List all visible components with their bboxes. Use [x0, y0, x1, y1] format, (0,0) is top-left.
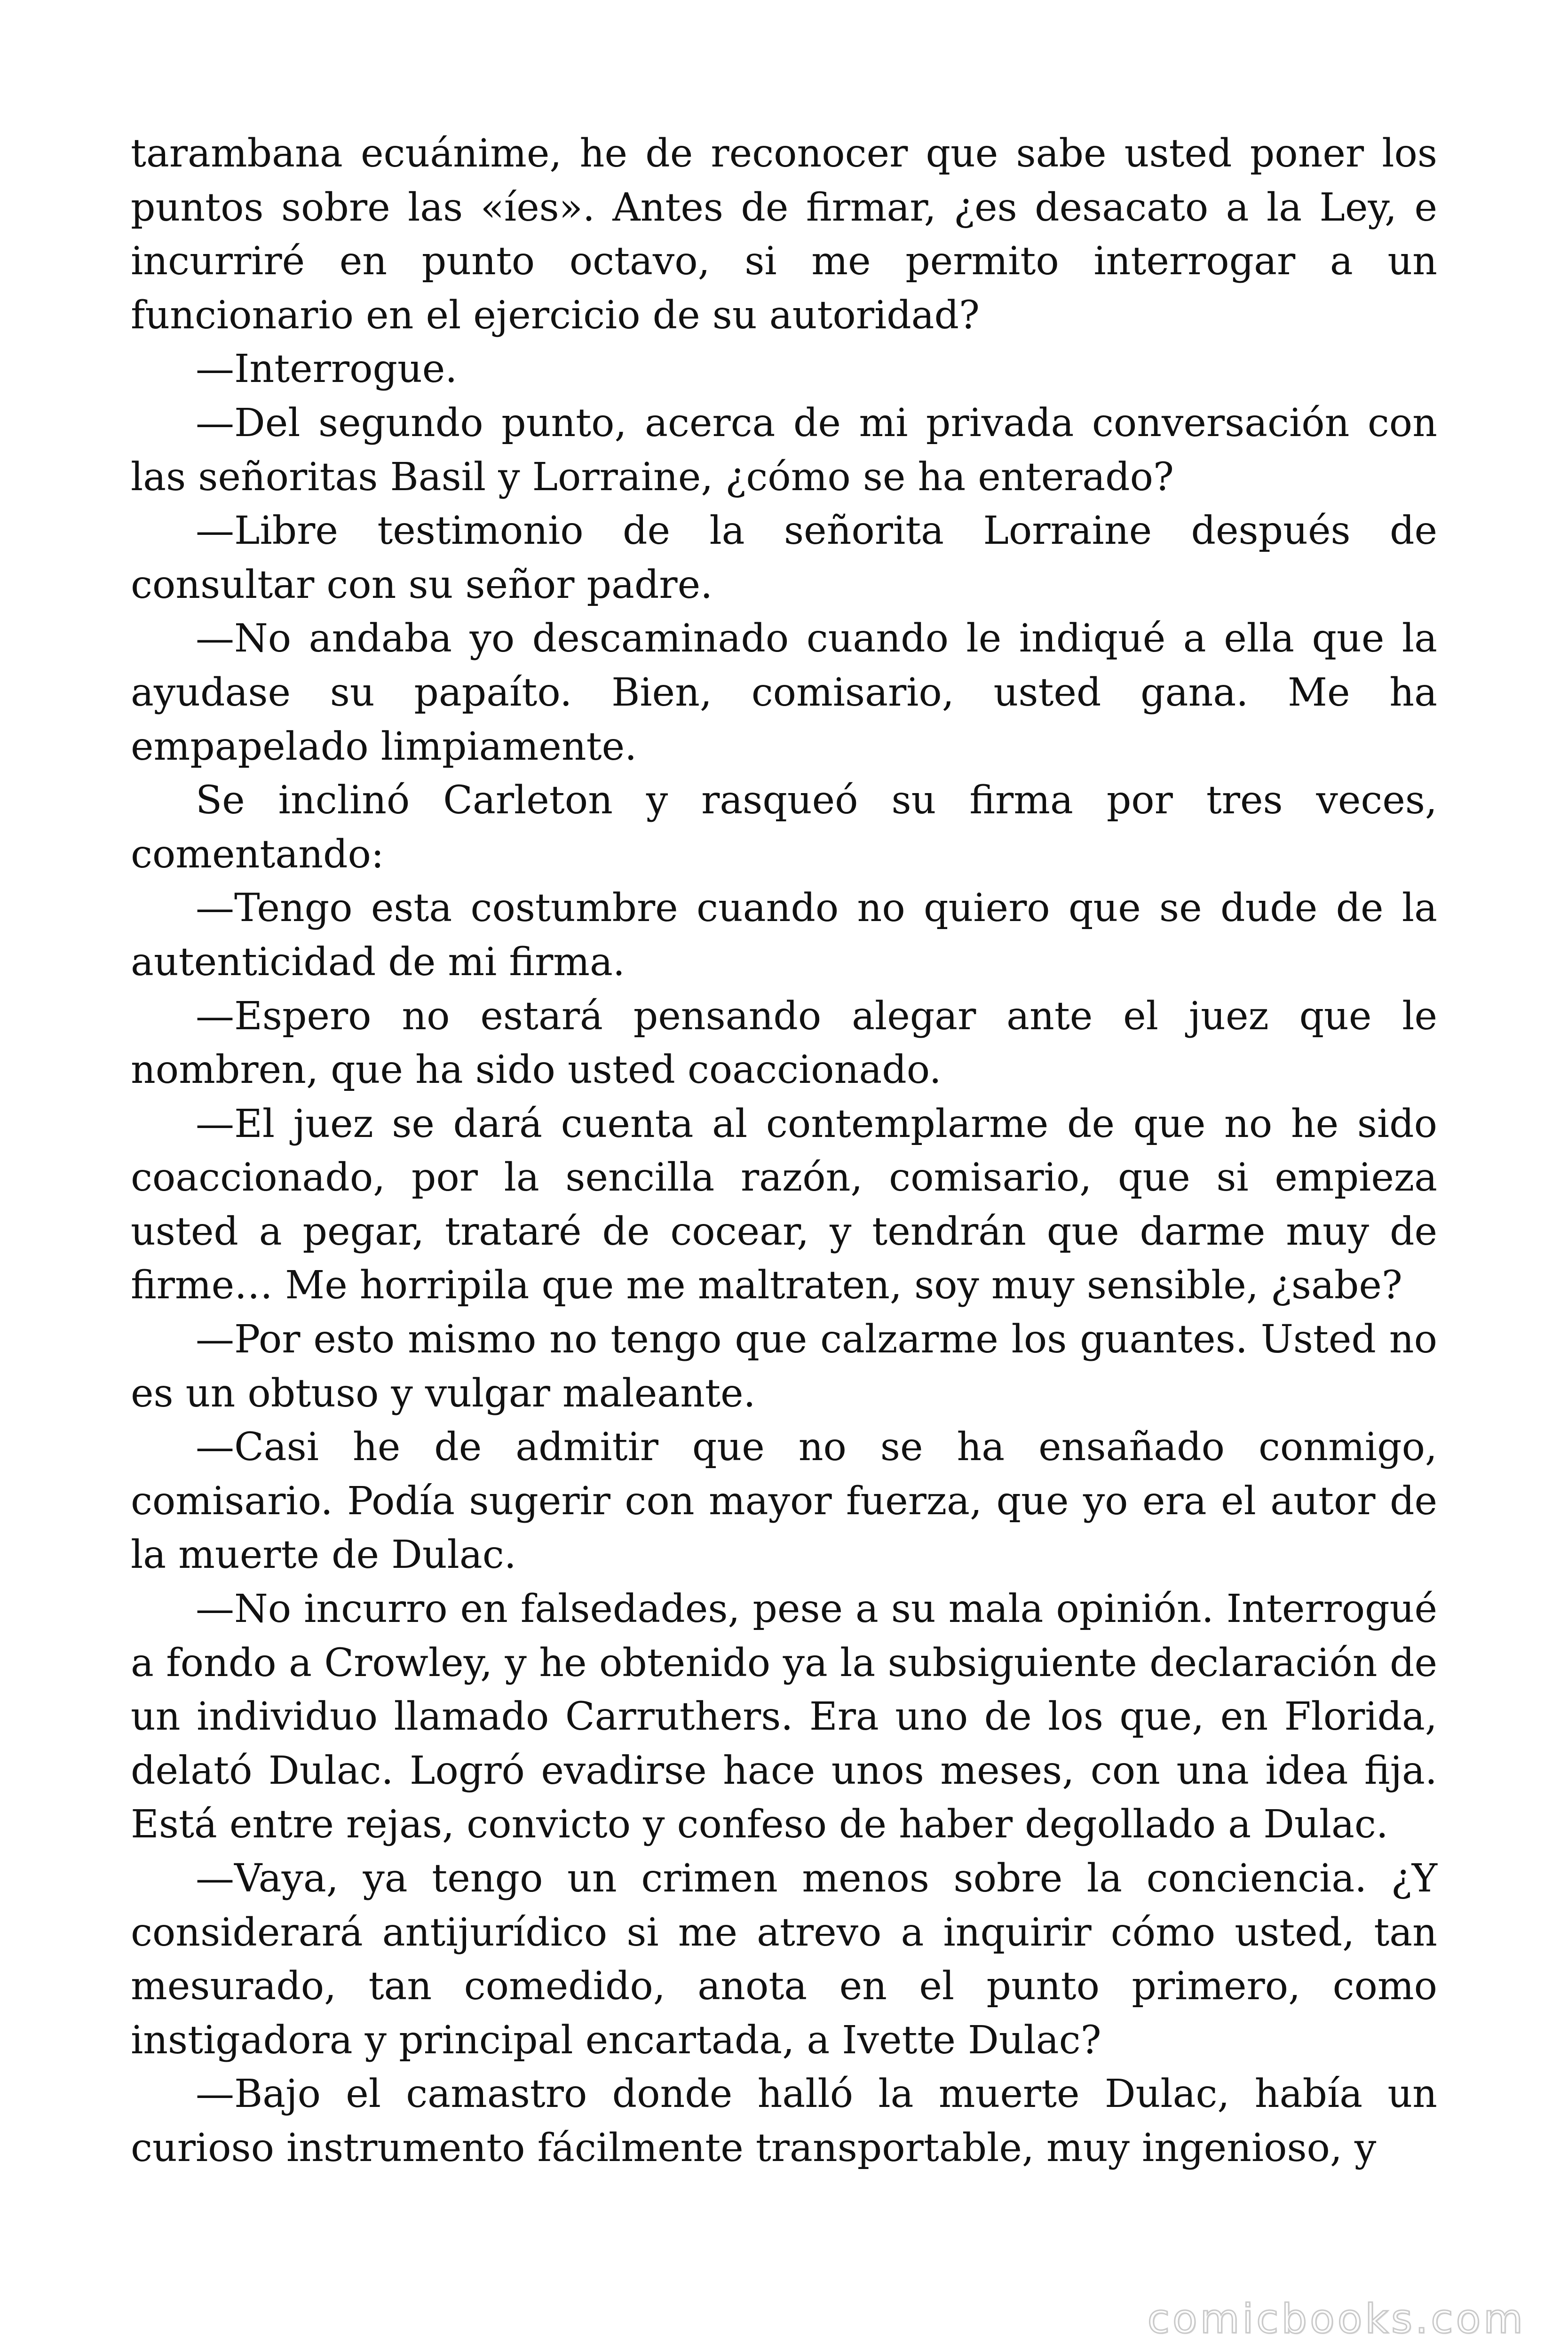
paragraph: —Por esto mismo no tengo que calzarme los guantes. Usted no es un obtuso y vulgar maleante.: [131, 1317, 1437, 1416]
paragraph: —Del segundo punto, acerca de mi privada conversación con las señoritas Basil y Lorraine, ¿cómo se ha enterado?: [131, 400, 1437, 500]
body-text: [131, 127, 1437, 2176]
paragraph: —No incurro en falsedades, pese a su mala opinión. Interrogué a fondo a Crowley, y he obtenido ya la subsiguiente declaración de un individuo llamado Carruthers. Era uno de los que, en Florida, delató Dulac. Logró evadirse hace unos meses, con una idea fija. Está entre rejas, convicto y confeso de haber degollado a Dulac.: [131, 1587, 1437, 1847]
paragraph: Se inclinó Carleton y rasqueó su firma por tres veces, comentando:: [131, 778, 1437, 877]
paragraph: —Libre testimonio de la señorita Lorraine después de consultar con su señor padre.: [131, 509, 1437, 607]
paragraph: —Bajo el camastro donde halló la muerte Dulac, había un curioso instrumento fácilmente transportable, muy ingenioso, y: [131, 2072, 1437, 2170]
paragraph: —No andaba yo descaminado cuando le indiqué a ella que la ayudase su papaíto. Bien, comisario, usted gana. Me ha empapelado limpiamente.: [131, 616, 1437, 769]
paragraph: —Interrogue.: [196, 347, 458, 392]
paragraph: —Tengo esta costumbre cuando no quiero que se dude de la autenticidad de mi firma.: [131, 886, 1437, 985]
paragraph: —Vaya, ya tengo un crimen menos sobre la conciencia. ¿Y considerará antijurídico si me atrevo a inquirir cómo usted, tan mesurado, tan comedido, anota en el punto primero, como instigadora y principal encartada, a Ivette Dulac?: [131, 1856, 1437, 2063]
paragraph: —Espero no estará pensando alegar ante el juez que le nombren, que ha sido usted coaccionado.: [131, 993, 1437, 1093]
paragraph: —El juez se dará cuenta al contemplarme de que no he sido coaccionado, por la sencilla razón, comisario, que si empieza usted a pegar, trataré de cocear, y tendrán que darme muy de firme… Me horripila que me maltraten, soy muy sensible, ¿sabe?: [131, 1101, 1437, 1308]
watermark: comicbooks.com: [1147, 2296, 1526, 2343]
paragraph: —Casi he de admitir que no se ha ensañado conmigo, comisario. Podía sugerir con mayor fuerza, que yo era el autor de la muerte de Dulac.: [131, 1425, 1437, 1578]
paragraph: tarambana ecuánime, he de reconocer que sabe usted poner los puntos sobre las «íes». Antes de firmar, ¿es desacato a la Ley, e incurriré en punto octavo, si me permito interrogar a un funcionario en el ejercicio de su autoridad?: [131, 131, 1437, 338]
